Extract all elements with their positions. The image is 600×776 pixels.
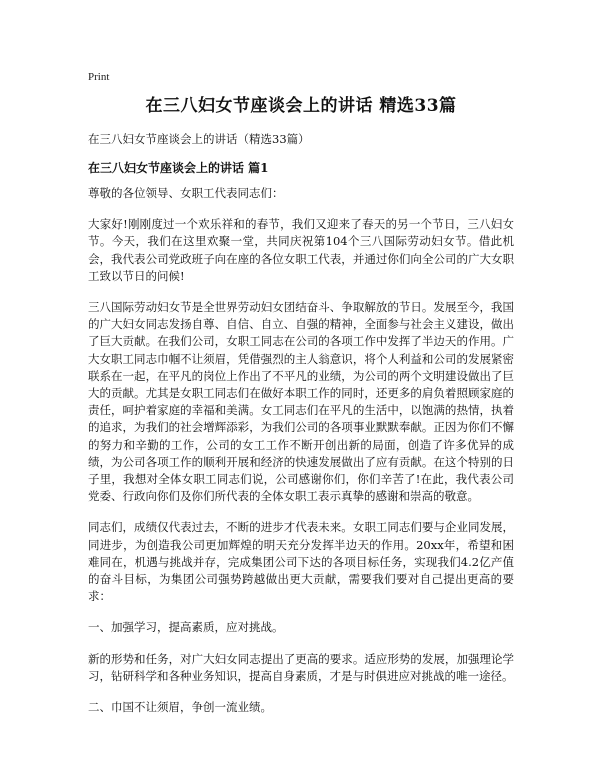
document-subtitle: 在三八妇女节座谈会上的讲话（精选33篇） [88,132,310,146]
paragraph-future: 同志们，成绩仅代表过去，不断的进步才代表未来。女职工同志们要与企业同发展，同进步，为创造我公司更加辉煌的明天充分发挥半边天的作用。20xx年，希望和困难同在，机遇与挑战并存，完成集团公司下达的各项目标任务，实现我们4.2亿产值的奋斗目标，为集团公司强势跨越做出更大贡献，需要我们要对自己提出更高的要求： [88,520,514,604]
paragraph-greeting: 大家好!刚刚度过一个欢乐祥和的春节，我们又迎来了春天的另一个节日，三八妇女节。今天，我们在这里欢聚一堂，共同庆祝第104个三八国际劳动妇女节。借此机会，我代表公司党政班子向在座的各位女职工代表，并通过你们向全公司的广大女职工致以节日的问候! [88,217,514,283]
print-link[interactable]: Print [88,71,110,83]
page-title: 在三八妇女节座谈会上的讲话 精选33篇 [145,96,457,116]
section-heading: 在三八妇女节座谈会上的讲话 篇1 [88,161,269,175]
paragraph-salutation: 尊敬的各位领导、女职工代表同志们： [88,186,284,200]
paragraph-achievements: 三八国际劳动妇女节是全世界劳动妇女团结奋斗、争取解放的节日。发展至今，我国的广大妇女同志发扬自尊、自信、自立、自强的精神，全面参与社会主义建设，做出了巨大贡献。在我们公司，女职工同志在公司的各项工作中发挥了半边天的作用。广大女职工同志巾帼不让须眉，凭借强烈的主人翁意识，将个人利益和公司的发展紧密联系在一起，在平凡的岗位上作出了不平凡的业绩，为公司的两个文明建设做出了巨大的贡献。尤其是女职工同志们在做好本职工作的同时，还更多的肩负着照顾家庭的责任，呵护着家庭的幸福和美满。女工同志们在平凡的生活中，以饱满的热情，执着的追求，为我们的社会增辉添彩，为我们公司的各项事业默默奉献。正因为你们不懈的努力和辛勤的工作，公司的女工工作不断开创出新的局面，创造了许多优异的成绩，为公司各项工作的顺利开展和经济的快速发展做出了应有贡献。在这个特别的日子里，我想对全体女职工同志们说，公司感谢你们，你们辛苦了!在此，我代表公司党委、行政向你们及你们所代表的全体女职工表示真挚的感谢和崇高的敬意。 [88,300,514,504]
paragraph-point-one: 一、加强学习，提高素质，应对挑战。 [88,620,284,635]
paragraph-study: 新的形势和任务，对广大妇女同志提出了更高的要求。适应形势的发展，加强理论学习，钻研科学和各种业务知识，提高自身素质，才是与时俱进应对挑战的唯一途径。 [88,651,514,683]
paragraph-point-two: 二、巾国不让须眉，争创一流业绩。 [88,700,272,715]
